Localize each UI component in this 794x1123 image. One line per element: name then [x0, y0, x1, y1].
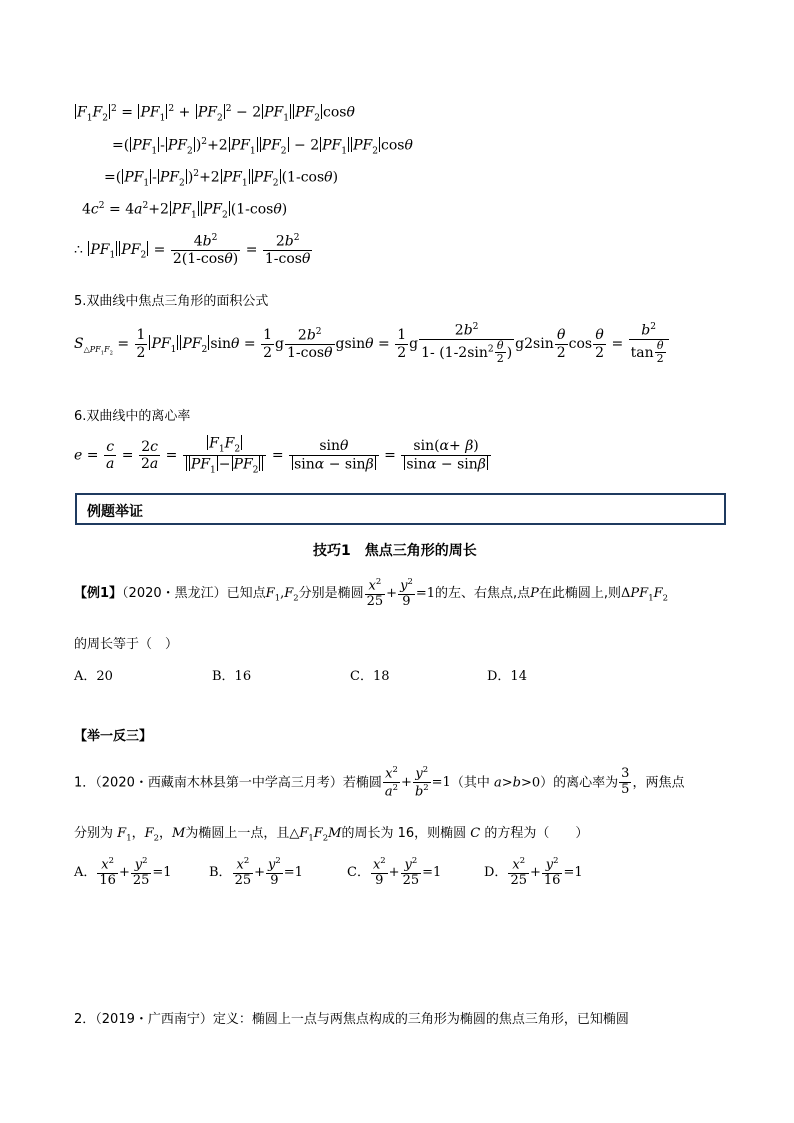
q1-line2-b: 为椭圆上一点，且△ — [185, 826, 300, 841]
q2-text: 定义：椭圆上一点与两焦点构成的三角形为椭圆的焦点三角形，已知椭圆 — [212, 1012, 629, 1027]
q1-option-d[interactable]: D． $\frac{x^2}{25}$ + $\frac{y^2}{16}$ =1 — [484, 855, 583, 889]
q1-line-2: 分别为 $F_1$，$F_2$，M为椭圆上一点，且$\triangle F_1F_2M$的周长为 16，则椭圆 C 的方程为（ ） — [74, 826, 589, 843]
q1-option-c-letter: C． — [347, 865, 370, 881]
example-1-line-1: 【例1】（2020・黑龙江）已知点$F_1,F_2$分别是椭圆 $\frac{x^2}{25}$ + $\frac{y^2}{9}$ =1的左、右焦点,点P在此椭圆上,则$\Delta PF_1F_2$ — [74, 576, 668, 610]
practice-title: 【举一反三】 — [74, 729, 153, 744]
q1-line2-c: 的周长为 16，则椭圆 — [341, 826, 467, 841]
example-1-option-a[interactable]: A．20 — [74, 669, 113, 684]
q2-number: 2． — [74, 1012, 96, 1027]
q1-number: 1． — [74, 775, 96, 791]
section-5-title: 5.双曲线中焦点三角形的面积公式 — [74, 294, 269, 309]
q2-line-1 — [74, 1008, 629, 1027]
example-1-text-e: 的周长等于（ ） — [74, 637, 179, 652]
formula-line-2: =( $PF_1 - PF_2$ )$^2$+2 $PF_1$ $PF_2 - 2$ $PF_1$ $PF_2$ cosθ — [112, 137, 413, 157]
q1-option-a[interactable]: A． $\frac{x^2}{16}$ + $\frac{y^2}{25}$ =1 — [74, 855, 172, 889]
q1-line2-a: 分别为 — [74, 826, 114, 841]
q1-text-a: 若椭圆 — [342, 775, 382, 791]
example-1-option-d[interactable]: D．14 — [487, 669, 527, 684]
tip-1-title: 技巧1 焦点三角形的周长 — [313, 543, 477, 559]
example-1-text-d: 在此椭圆上,则 — [538, 586, 622, 602]
section-6-title: 6.双曲线中的离心率 — [74, 409, 191, 424]
example-1-line-2 — [74, 633, 178, 652]
example-1-text-a: 已知点 — [226, 586, 266, 602]
q1-text-b: （其中 — [450, 775, 490, 791]
q1-option-d-letter: D． — [484, 865, 508, 881]
example-1-option-b[interactable]: B．16 — [212, 669, 252, 684]
q1-option-c[interactable]: C． $\frac{x^2}{9}$ + $\frac{y^2}{25}$ =1 — [347, 855, 442, 889]
example-1-source: （2020・黑龙江） — [122, 586, 227, 602]
formula-line-5: ∴ $PF_1$ $PF_2$ = $\frac{4b^2}{2(1-\cos\theta)}$ = $\frac{2b^2}{1-\cos\theta}$ — [74, 233, 311, 267]
example-1-text-c: 的左、右焦点,点 — [434, 586, 531, 602]
q1-text-c: ）的离心率为 — [540, 775, 619, 791]
q1-option-a-letter: A． — [74, 865, 97, 881]
area-formula: $S_{\triangle PF_1F_2}$ = $\frac{1}{2}$ $PF_1$ $PF_2$ sinθ = $\frac{1}{2}$ g $\frac{2b^2}{1-\cos\theta}$ gsinθ = $\frac{1}{2}$ g $2b^2$ 1- ($1-2\sin^2$ $\frac{\theta}{2}$ ) g2sin $\frac{\theta}{2}$ cos $\frac{\theta}{2}$ = $b^2$ tan $\frac{\theta}{2}$ — [74, 322, 670, 366]
formula-line-1: $F_1F_2^2 = PF_1^2 + PF_2^2 - 2$ $PF_1$ $PF_2$ cosθ — [77, 104, 355, 124]
q1-source: （2020・西藏南木林县第一中学高三月考） — [95, 775, 343, 791]
example-section-label: 例题举证 — [87, 504, 143, 520]
q1-line2-d: 的方程为（ ） — [484, 826, 589, 841]
example-1-text-b: 分别是椭圆 — [298, 586, 364, 602]
q2-source: （2019・广西南宁） — [95, 1012, 213, 1027]
formula-line-4: $4c^2 = 4a^2+2$ $PF_1$ $PF_2$ (1-cosθ) — [82, 201, 288, 221]
q1-option-b-letter: B． — [209, 865, 232, 881]
q1-option-b[interactable]: B． $\frac{x^2}{25}$ + $\frac{y^2}{9}$ =1 — [209, 855, 303, 889]
example-section-box — [75, 493, 726, 525]
q1-text-d: ，两焦点 — [632, 775, 685, 791]
example-1-prefix: 【例1】 — [74, 586, 123, 602]
q1-line-1: 1．（2020・西藏南木林县第一中学高三月考）若椭圆 $\frac{x^2}{a^2}$ + $\frac{y^2}{b^2}$ =1（其中 a>b>0）的离心率为 $\frac{3}{5}$ ，两焦点 — [74, 764, 685, 800]
formula-line-3: =( $PF_1 - PF_2$ )$^2$+2 $PF_1$ $PF_2$ (1-cosθ) — [104, 169, 339, 189]
example-1-option-c[interactable]: C．18 — [350, 669, 390, 684]
eccentricity-formula: e = $\frac{c}{a}$ = $\frac{2c}{2a}$ = $\frac{F_1F_2}{PF_1 - PF_2}$ = $\frac{\sin\theta}{\sin\alpha - \sin\beta}$ = $\frac{\sin(\alpha+ \beta)}{\sin\alpha - \sin\beta}$ — [74, 435, 492, 476]
